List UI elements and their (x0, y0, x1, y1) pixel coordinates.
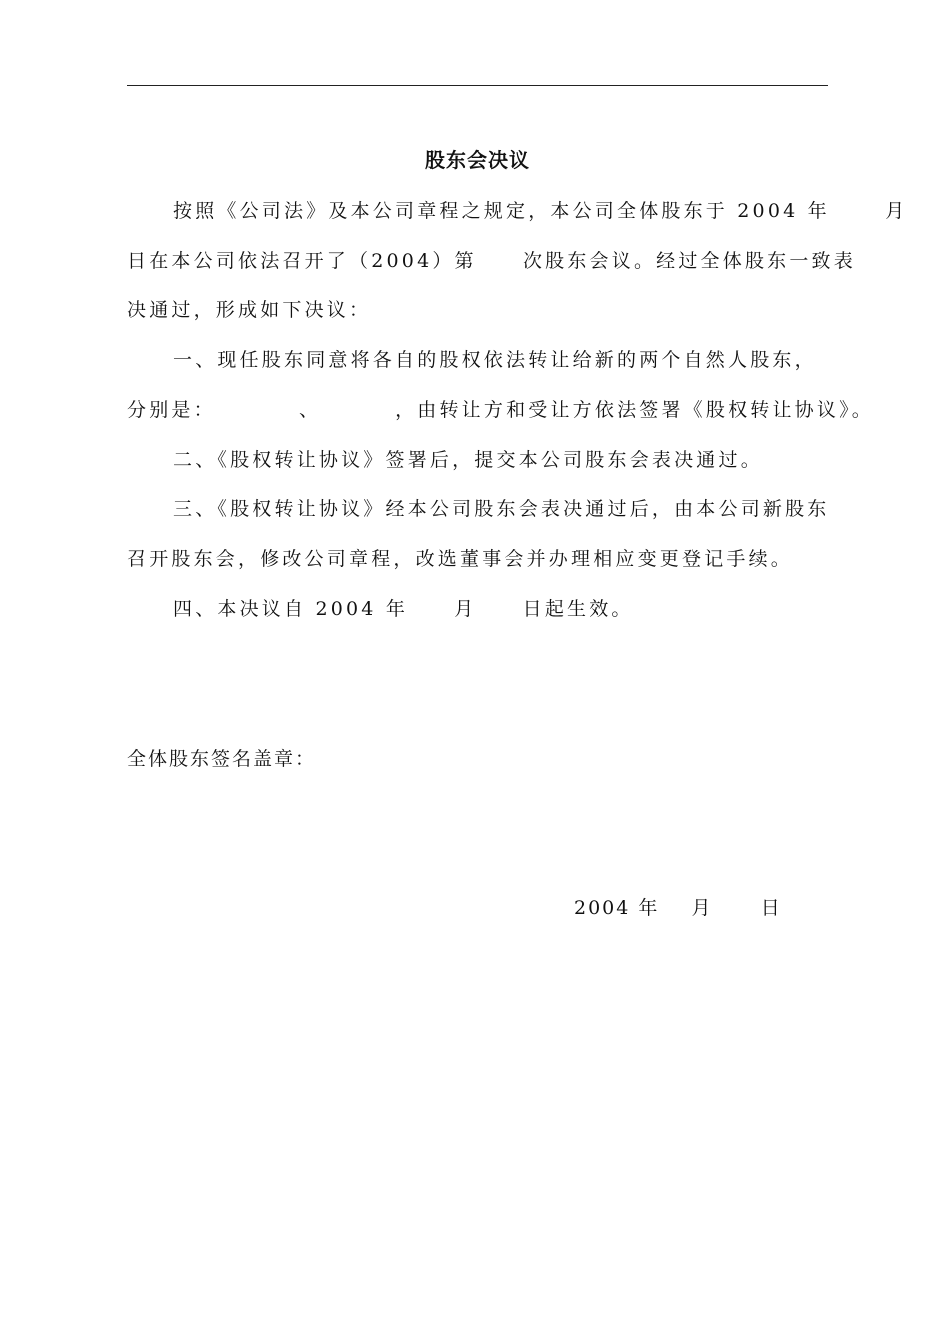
paragraph-1-line-3: 决通过，形成如下决议： (127, 299, 372, 321)
item-2-line-1: 二、《股权转让协议》签署后，提交本公司股东会表决通过。 (173, 449, 763, 471)
item-4-line-1: 四、本决议自 2004 年 月 日起生效。 (173, 598, 634, 620)
signature-label: 全体股东签名盖章： (127, 748, 317, 770)
item-1-line-1: 一、现任股东同意将各自的股权依法转让给新的两个自然人股东， (173, 349, 817, 371)
paragraph-1-line-2: 日在本公司依法召开了（2004）第 次股东会议。经过全体股东一致表 (127, 250, 856, 272)
document-title: 股东会决议 (425, 148, 530, 172)
item-3-line-2: 召开股东会，修改公司章程，改选董事会并办理相应变更登记手续。 (127, 548, 794, 570)
item-3-line-1: 三、《股权转让协议》经本公司股东会表决通过后，由本公司新股东 (173, 498, 830, 520)
signature-date: 2004 年 月 日 (574, 897, 782, 919)
header-rule (127, 85, 828, 86)
item-1-line-2: 分别是： 、 ，由转让方和受让方依法签署《股权转让协议》。 (127, 399, 874, 421)
paragraph-1-line-1: 按照《公司法》及本公司章程之规定，本公司全体股东于 2004 年 月 (173, 200, 908, 222)
